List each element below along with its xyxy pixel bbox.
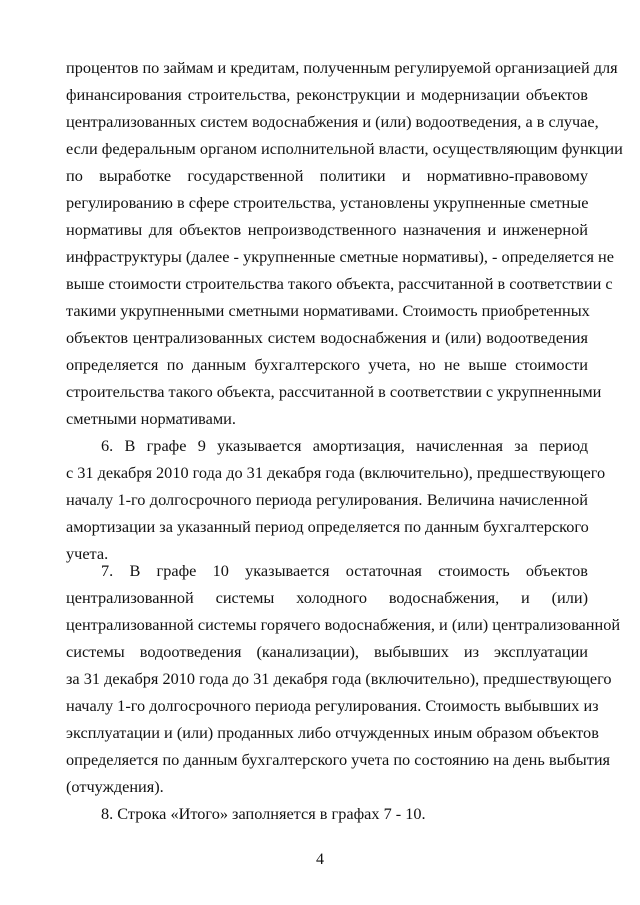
text-line: если федеральным органом исполнительной власти, осуществляющим функции: [66, 139, 623, 158]
text-line: за 31 декабря 2010 года до 31 декабря года (включительно), предшествующего: [66, 669, 612, 688]
text-line: 7. В графе 10 указывается остаточная стоимость объектов: [101, 561, 588, 580]
text-line: инфраструктуры (далее - укрупненные сметные нормативы), - определяется не: [66, 247, 614, 266]
text-line: строительства такого объекта, рассчитанной в соответствии с укрупненными: [66, 382, 602, 401]
text-line: централизованной системы горячего водоснабжения, и (или) централизованной: [66, 615, 621, 634]
text-line: учета.: [66, 544, 109, 563]
text-line: регулированию в сфере строительства, установлены укрупненные сметные: [66, 193, 589, 212]
text-line: сметными нормативами.: [66, 409, 236, 428]
text-line: процентов по займам и кредитам, полученным регулируемой организацией для: [66, 58, 618, 77]
text-line: нормативы для объектов непроизводственного назначения и инженерной: [66, 220, 588, 239]
text-line: началу 1-го долгосрочного периода регулирования. Стоимость выбывших из: [66, 696, 599, 715]
text-line: по выработке государственной политики и нормативно-правовому: [66, 166, 588, 185]
text-line: объектов централизованных систем водоснабжения и (или) водоотведения: [66, 328, 588, 347]
text-line: 8. Строка «Итого» заполняется в графах 7 - 10.: [101, 804, 426, 823]
text-line: выше стоимости строительства такого объекта, рассчитанной в соответствии с: [66, 274, 613, 293]
text-line: определяется по данным бухгалтерского учета, но не выше стоимости: [66, 355, 588, 374]
text-line: централизованной системы холодного водоснабжения, и (или): [66, 588, 588, 607]
text-line: 6. В графе 9 указывается амортизация, начисленная за период: [101, 436, 588, 455]
text-line: амортизации за указанный период определяется по данным бухгалтерского: [66, 517, 589, 536]
text-line: (отчуждения).: [66, 777, 164, 796]
page-number: 4: [316, 851, 324, 868]
text-line: системы водоотведения (канализации), выбывших из эксплуатации: [66, 642, 588, 661]
text-line: с 31 декабря 2010 года до 31 декабря года (включительно), предшествующего: [66, 463, 606, 482]
text-line: централизованных систем водоснабжения и (или) водоотведения, а в случае,: [66, 112, 599, 131]
text-line: эксплуатации и (или) проданных либо отчужденных иным образом объектов: [66, 723, 599, 742]
text-line: финансирования строительства, реконструкции и модернизации объектов: [66, 85, 588, 104]
text-line: началу 1-го долгосрочного периода регулирования. Величина начисленной: [66, 490, 588, 509]
text-line: такими укрупненными сметными нормативами. Стоимость приобретенных: [66, 301, 590, 320]
text-line: определяется по данным бухгалтерского учета по состоянию на день выбытия: [66, 750, 611, 769]
